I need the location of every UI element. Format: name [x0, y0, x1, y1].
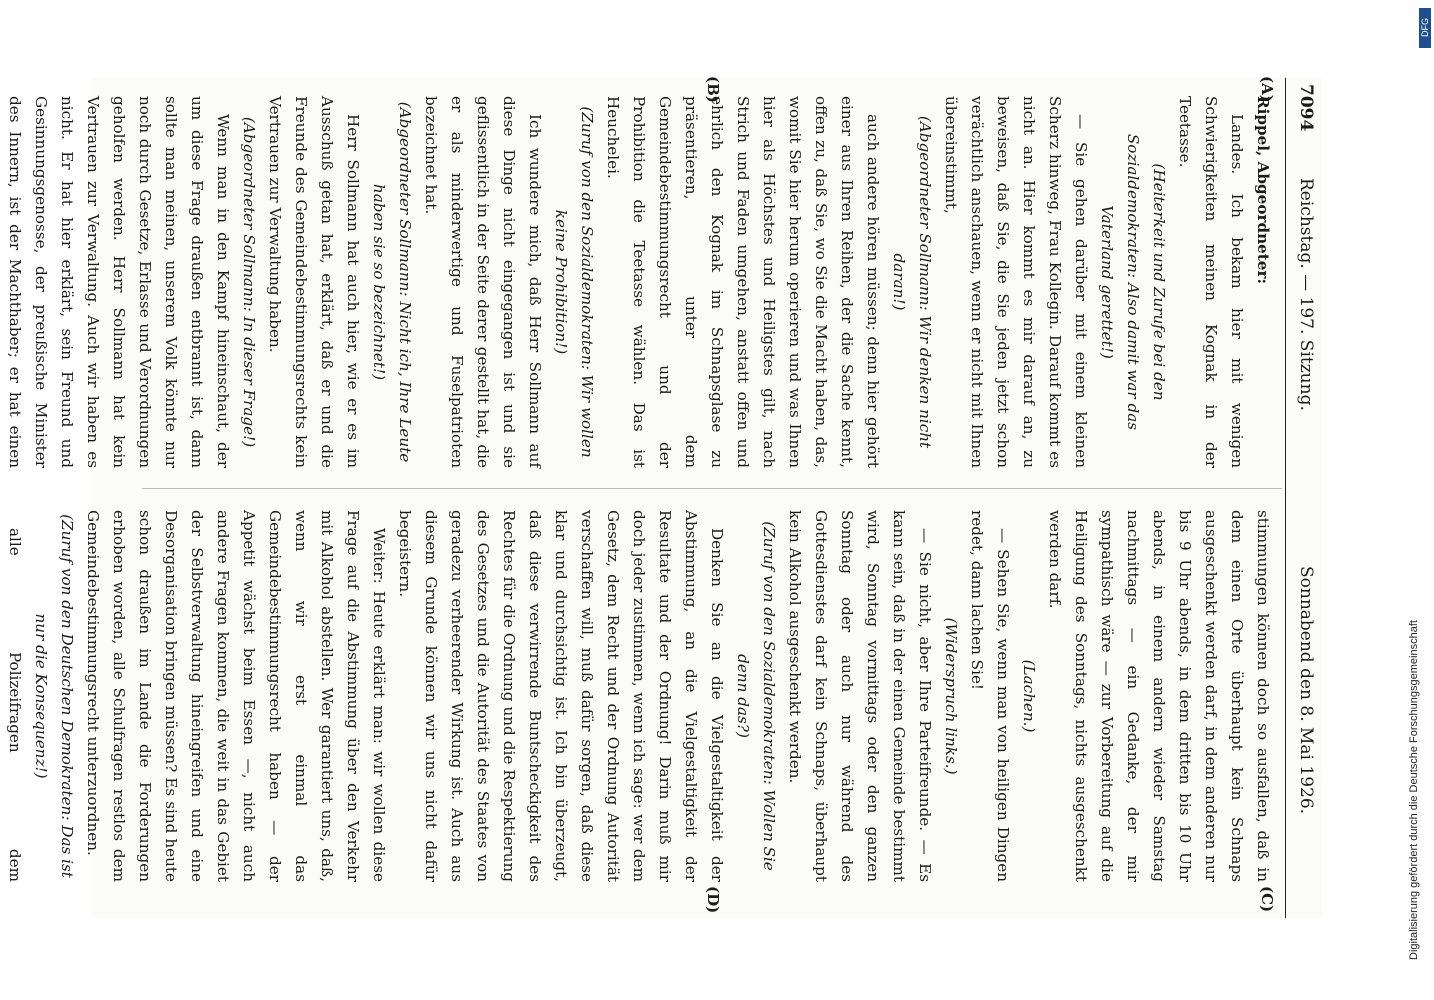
paragraph: — Sehen Sie, wenn man von heiligen Dingen redet, dann lachen Sie! [968, 510, 1012, 882]
interjection: (Zuruf von den Sozialdemokraten: Wollen Sie denn das?) [734, 521, 778, 871]
paragraph: Wenn man in den Kampf hineinschaut, der um diese Frage draußen entbrannt ist, dann sollte man meinen, unserem Volk könnte nur noch durch Gesetze, Erlasse und Verordnungen geholfen werden. Herr Sollmann hat kein Vertrauen zur Verwaltung. Auch wir haben es nicht. Er hat hier erklärt, sein Freund und Gesinnungsgenosse, der preußische Minister des Innern, ist der Machthaber; er hat einen [6, 96, 232, 468]
left-column [6, 96, 1276, 468]
paragraph: Ich wundere mich, daß Herr Sollmann auf diese Dinge nicht eingegangen ist und sie geflissentlich in der Seite derer gestellt hat, die er als minderwertige und Fuselpatrioten bezeichnet hat. [422, 96, 544, 468]
header-left-title: Reichstag. — 197. Sitzung. [1296, 178, 1316, 411]
paragraph: Herr Sollmann hat auch hier, wie er es im Ausschuß getan hat, erklärt, daß er und die Freunde des Gemeindebestimmungsrechts kein Vertrauen zur Verwaltung haben. [266, 96, 362, 468]
interjection: (Widerspruch links.) [942, 617, 960, 775]
paragraph: Denken Sie an die Vielgestaltigkeit der Abstimmung, an die Vielgestaltigkeit der Resultate und der Ordnung! Darin muß mir doch jeder zustimmen, wenn ich sage: wer dem Gesetz, dem Recht und der Ordnung Autorität verschaffen will, muß dafür sorgen, daß diese klar und durchsichtig ist. Ich bin überzeugt, daß diese verwirrende Buntscheckigkeit des Rechtes für die Ordnung und die Respektierung des Gesetzes und die Autorität des Staates von geradezu verheerender Wirkung ist. Auch aus diesem Grunde können wir uns nicht dafür begeistern. [396, 510, 726, 882]
paragraph: — Sie gehen darüber mit einem kleinen Scherz hinweg, Frau Kollegin. Darauf kommt es nicht an. Hier kommt es mir darauf an, zu beweisen, daß Sie, die Sie jeden jetzt schon verächtlich anschauen, wenn er nicht mit Ihnen übereinstimmt, [942, 96, 1090, 468]
interjection: (Abgeordneter Sollmann: Wir denken nicht daran!) [890, 115, 934, 449]
interjection: (Abgeordneter Sollmann: Nicht ich, Ihre Leute haben sie so bezeichnet!) [370, 101, 414, 463]
paragraph: Weiter: Heute erklärt man: wir wollen diese Frage auf die Abstimmung über den Verkehr mit Alkohol abstellen. Wer garantiert uns, daß, wenn wir erst einmal das Gemeindebestimmungsrecht haben — der Appetit wächst beim Essen —, nicht auch andere Fragen kommen, die weit in das Gebiet der Selbstverwaltung hineingreifen und eine Desorganisation bringen müssen? Es sind heute schon draußen im Lande die Forderungen erhoben worden, alle Schulfragen restlos dem Gemeindebestimmungsrecht unterzuordnen. [84, 510, 388, 882]
right-column [6, 510, 1276, 882]
paragraph: stimmungen können doch so ausfallen, daß in dem einen Orte überhaupt kein Schnaps ausgeschenkt werden darf, in dem anderen nur bis 9 Uhr abends, in dem dritten bis 10 Uhr abends, in einem andern wieder Samstag nachmittags — ein Gedanke, der mir sympathisch wäre — zur Vorbereitung auf die Heiligung des Sonntags, nichts ausgeschenkt werden darf. [1046, 510, 1272, 882]
interjection: (Zuruf von den Deutschen Demokraten: Das ist nur die Konsequenz!) [32, 514, 76, 878]
column-divider [142, 488, 1282, 489]
margin-letter-a: (A) [1258, 76, 1276, 102]
margin-letter-b: (B) [704, 76, 722, 103]
document-page [6, 76, 1322, 918]
paragraph: Landes. Ich bekam hier mit wenigen Schwierigkeiten meinen Kognak in der Teetasse. [1176, 96, 1246, 468]
interjection: (Abgeordneter Sollmann: In dieser Frage!) [240, 116, 258, 448]
digitization-note [1408, 60, 1426, 960]
dfg-logo: DFG [1419, 8, 1431, 48]
margin-letter-d: (D) [704, 886, 722, 914]
page-number: 7094 [1296, 84, 1316, 132]
header-right-title: Sonnabend den 8. Mai 1926. [1296, 566, 1316, 815]
page-header [1285, 78, 1322, 918]
interjection: (Heiterkeit und Zurufe bei den Sozialdemokraten: Also damit war das Vaterland gerettet!) [1098, 133, 1168, 431]
interjection: (Zuruf von den Sozialdemokraten: Wir wollen keine Prohibition!) [552, 106, 596, 458]
paragraph: alle Polizeifragen dem [6, 528, 24, 882]
digitization-note-text: Digitalisierung gefördert durch die Deutsche Forschungsgemeinschaft [1408, 620, 1420, 960]
margin-letter-c: (C) [1258, 886, 1276, 913]
paragraph: auch andere hören müssen; denn hier gehört einer aus Ihren Reihen, der die Sache kennt, offen zu, daß Sie, wo Sie die Macht haben, das, womit Sie hier herum operieren und was Ihnen hier als Höchstes und Heiligstes gilt, nach Strich und Faden umgehen, anstatt offen und ehrlich den Kognak im Schnapsglase zu präsentieren, unter dem Gemeindebestimmungsrecht und der Prohibition die Teetasse wählen. Das ist Heuchelei. [604, 96, 882, 468]
speaker-name: Rippel, Abgeordneter: [1254, 96, 1272, 285]
interjection: (Lachen.) [1020, 659, 1038, 733]
paragraph: — Sie nicht, aber Ihre Parteifreunde. — Es kann sein, daß in der einen Gemeinde bestimmt wird, Sonntag vormittags oder den ganzen Sonntag oder auch nur während des Gottesdienstes darf kein Schnaps, überhaupt kein Alkohol ausgeschenkt werden. [786, 510, 934, 882]
